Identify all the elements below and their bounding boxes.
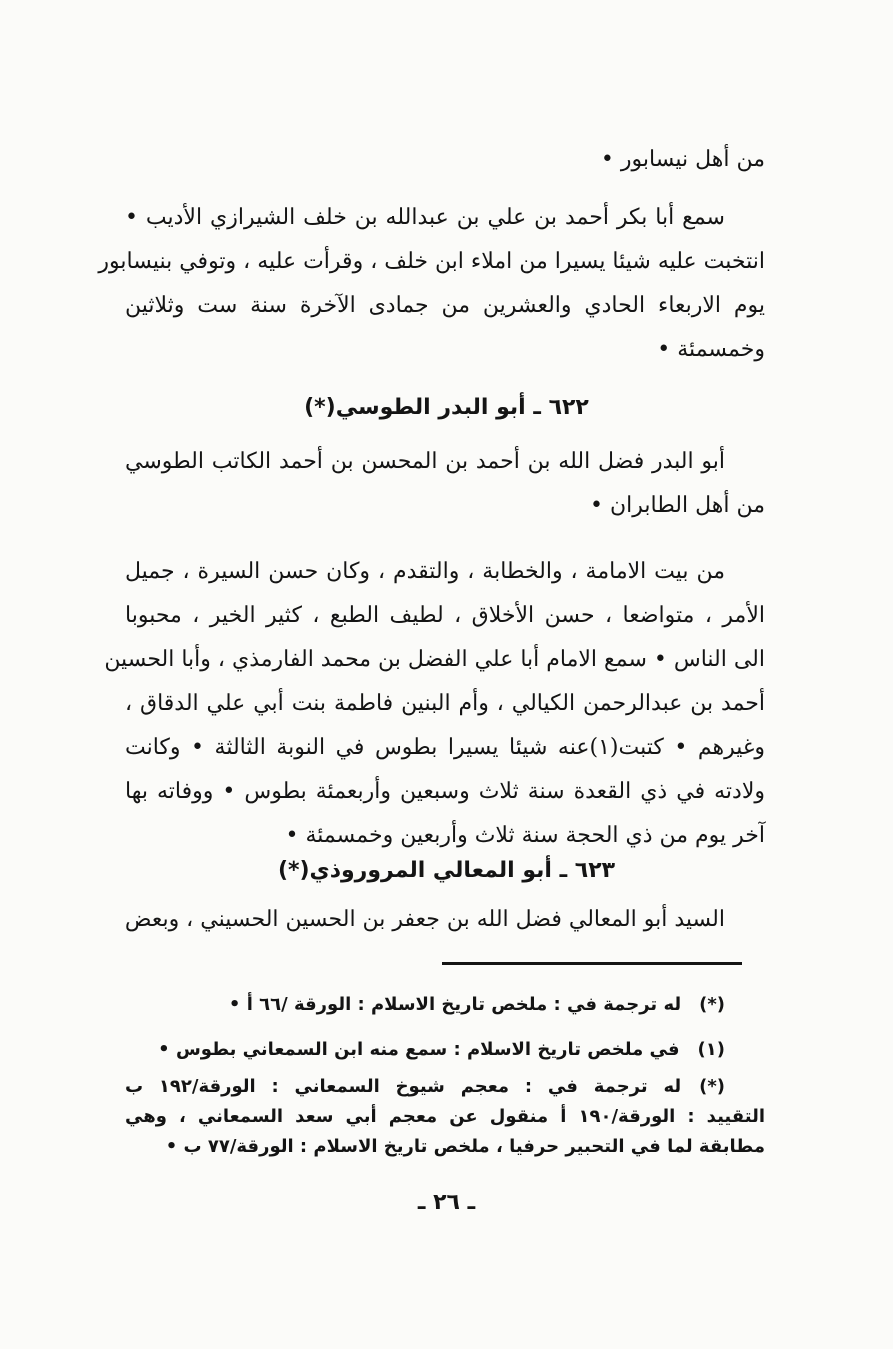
footnote-3 [125, 1072, 765, 1162]
footnote-text: له ترجمة في : ملخص تاريخ الاسلام : الورقة /٦٦ أ • [228, 994, 682, 1015]
prev-entry-tail [125, 138, 765, 182]
text-line: أحمد بن عبدالرحمن الكيالي ، وأم البنين فاطمة بنت أبي علي الدقاق ، [125, 691, 765, 716]
text-line: سمع أبا بكر أحمد بن علي بن عبدالله بن خلف الشيرازي الأديب • [125, 205, 725, 230]
footnote-text: التقييد : الورقة/١٩٠ أ منقول عن معجم أبي سعد السمعاني ، وهي [125, 1106, 765, 1127]
footnote-marker: (*) [699, 1076, 725, 1097]
text-line: من بيت الامامة ، والخطابة ، والتقدم ، وكان حسن السيرة ، جميل [125, 559, 725, 584]
entry-622-name [125, 440, 765, 528]
footnote-text: له ترجمة في : معجم شيوخ السمعاني : الورقة/١٩٢ ب [125, 1076, 682, 1097]
text-line: انتخبت عليه شيئا يسيرا من املاء ابن خلف ، وقرأت عليه ، وتوفي بنيسابور [98, 249, 765, 274]
text-line: أبو البدر فضل الله بن أحمد بن المحسن بن أحمد الكاتب الطوسي [125, 449, 725, 474]
footnote-marker: (١) [697, 1039, 725, 1060]
text-line: الى الناس • سمع الامام أبا علي الفضل بن محمد الفارمذي ، وأبا الحسين [104, 647, 765, 672]
text-line: الأمر ، متواضعا ، حسن الأخلاق ، لطيف الطبع ، كثير الخير ، محبوبا [125, 603, 765, 628]
footnote-1 [125, 983, 765, 1027]
footnote-divider [442, 962, 742, 965]
text-line: ولادته في ذي القعدة سنة ثلاث وسبعين وأربعمئة بطوس • ووفاته بها [125, 779, 765, 804]
text-line: من أهل نيسابور ‫• [600, 147, 765, 172]
prev-entry-paragraph [98, 196, 765, 372]
text-line: من أهل الطابران • [590, 493, 765, 518]
entry-622-body [104, 550, 765, 858]
entry-heading-622: ٦٢٢ ـ أبو البدر الطوسي(*) [304, 395, 589, 420]
entry-623-body [125, 898, 765, 942]
text-line: وغيرهم • كتبت(١)عنه شيئا يسيرا بطوس في النوبة الثالثة • وكانت [125, 735, 765, 760]
text-line: يوم الاربعاء الحادي والعشرين من جمادى الآخرة سنة ست وثلاثين [125, 293, 765, 318]
footnote-text: في ملخص تاريخ الاسلام : سمع منه ابن السمعاني بطوس • [158, 1039, 680, 1060]
footnote-2 [125, 1028, 765, 1072]
page-number: ـ ٢٦ ـ [417, 1190, 476, 1215]
text-line: السيد أبو المعالي فضل الله بن جعفر بن الحسين الحسيني ، وبعض [124, 907, 725, 932]
footnote-text: مطابقة لما في التحبير حرفيا ، ملخص تاريخ الاسلام : الورقة/٧٧ ب • [165, 1136, 765, 1157]
entry-heading-623: ٦٢٣ ـ أبو المعالي المروروذي(*) [277, 858, 616, 883]
footnote-marker: (*) [699, 994, 725, 1015]
text-line: آخر يوم من ذي الحجة سنة ثلاث وأربعين وخمسمئة • [285, 823, 765, 848]
text-line: وخمسمئة • [657, 337, 765, 362]
